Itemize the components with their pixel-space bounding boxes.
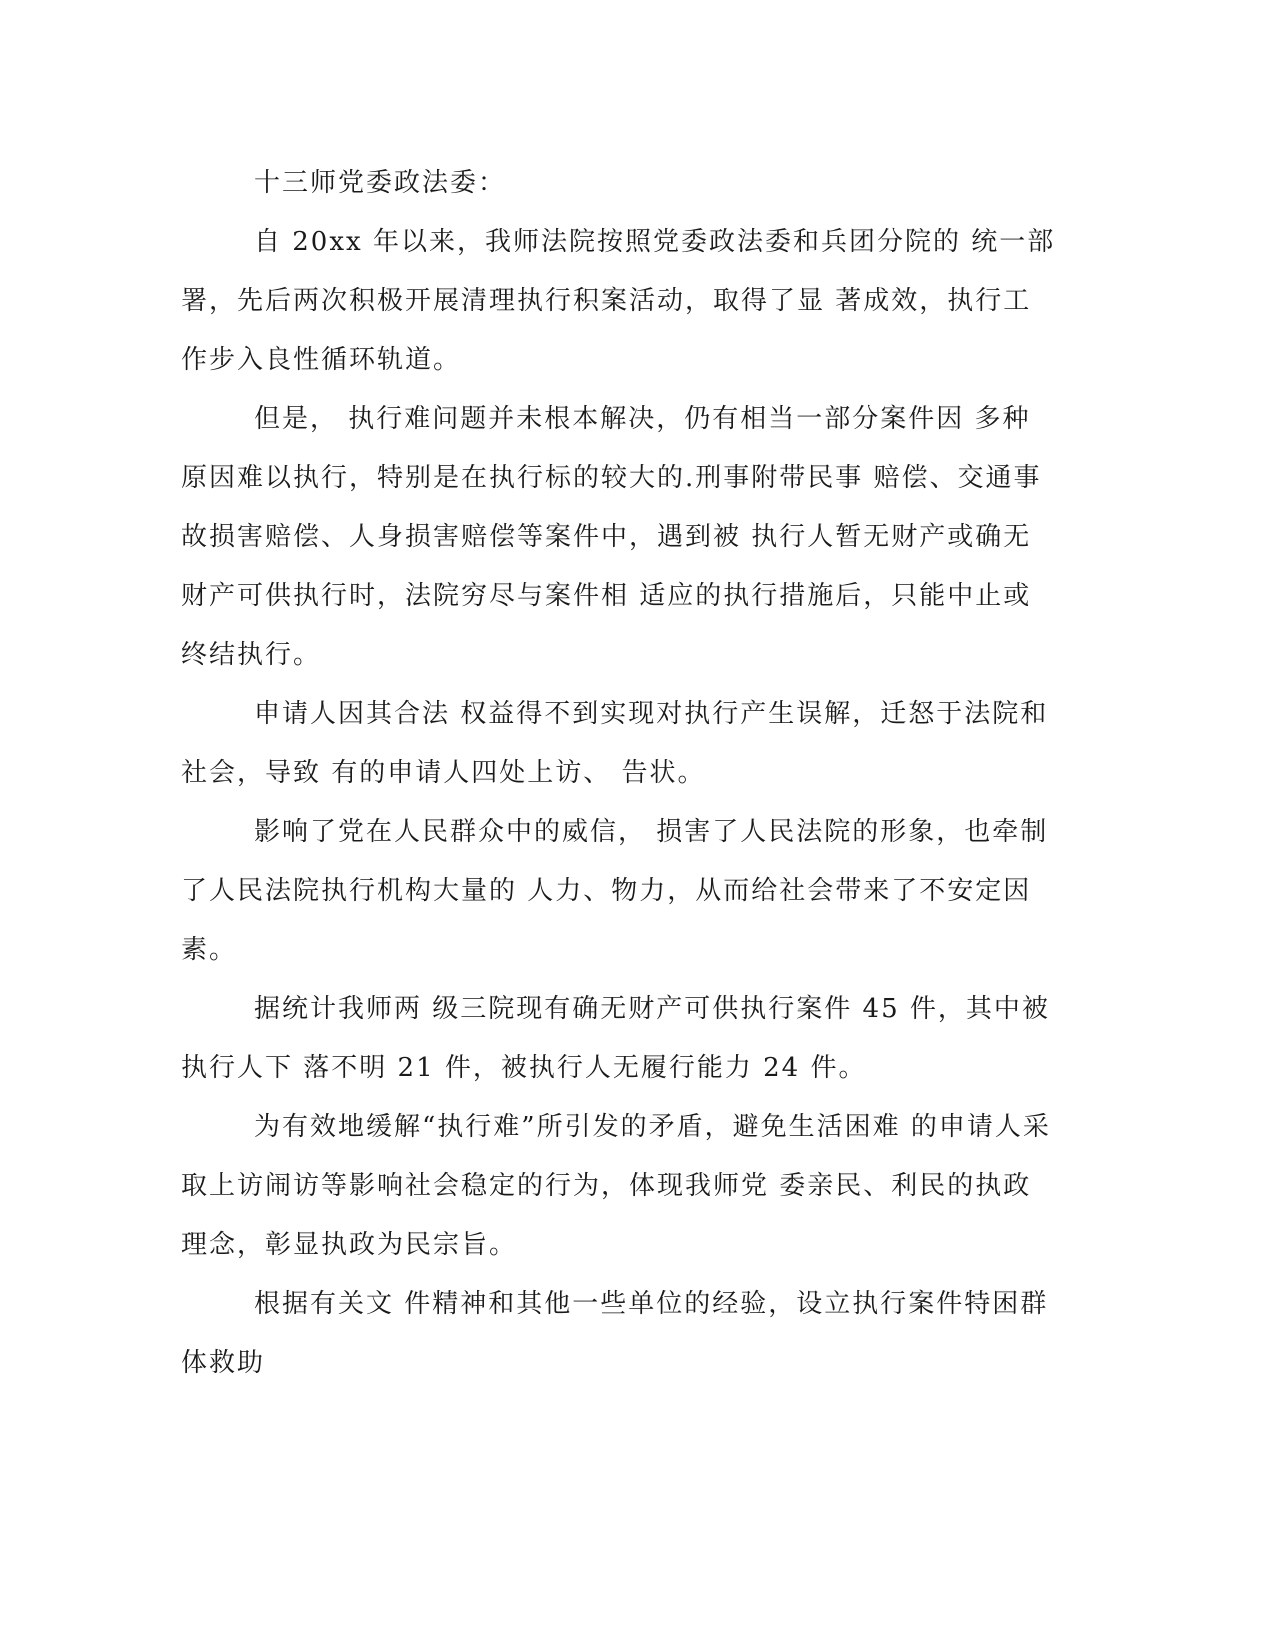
text-line: 但是， 执行难问题并未根本解决，仍有相当一部分案件因 多种 — [254, 404, 1031, 434]
text-line: 社会，导致 有的申请人四处上访、 告状。 — [181, 758, 706, 788]
text-line: 影响了党在人民群众中的威信， 损害了人民法院的形象，也牵制 — [254, 817, 1049, 847]
text-line: 根据有关文 件精神和其他一些单位的经验，设立执行案件特困群 — [254, 1289, 1049, 1319]
text-line: 申请人因其合法 权益得不到实现对执行产生误解，迁怒于法院和 — [254, 699, 1049, 729]
text-line: 体救助 — [181, 1348, 266, 1378]
text-line: 署，先后两次积极开展清理执行积案活动，取得了显 著成效，执行工 — [181, 286, 1032, 316]
text-line: 故损害赔偿、人身损害赔偿等案件中，遇到被 执行人暂无财产或确无 — [181, 522, 1032, 552]
text-line: 了人民法院执行机构大量的 人力、物力，从而给社会带来了不安定因 — [181, 876, 1032, 906]
text-line: 作步入良性循环轨道。 — [181, 345, 462, 375]
text-line: 取上访闹访等影响社会稳定的行为，体现我师党 委亲民、利民的执政 — [181, 1171, 1032, 1201]
document-page — [181, 165, 1056, 1404]
text-line: 终结执行。 — [181, 640, 322, 670]
text-line: 十三师党委政法委： — [254, 168, 507, 198]
text-line: 执行人下 落不明 21 件，被执行人无履行能力 24 件。 — [181, 1053, 867, 1083]
text-line: 据统计我师两 级三院现有确无财产可供执行案件 45 件，其中被 — [254, 994, 1050, 1024]
text-line: 素。 — [181, 935, 238, 965]
text-line: 为有效地缓解“执行难”所引发的矛盾，避免生活困难 的申请人采 — [254, 1112, 1051, 1142]
text-line: 理念，彰显执政为民宗旨。 — [181, 1230, 518, 1260]
text-line: 财产可供执行时，法院穷尽与案件相 适应的执行措施后，只能中止或 — [181, 581, 1032, 611]
text-line: 自 20xx 年以来，我师法院按照党委政法委和兵团分院的 统一部 — [254, 227, 1056, 257]
text-line: 原因难以执行，特别是在执行标的较大的.刑事附带民事 赔偿、交通事 — [181, 463, 1042, 493]
